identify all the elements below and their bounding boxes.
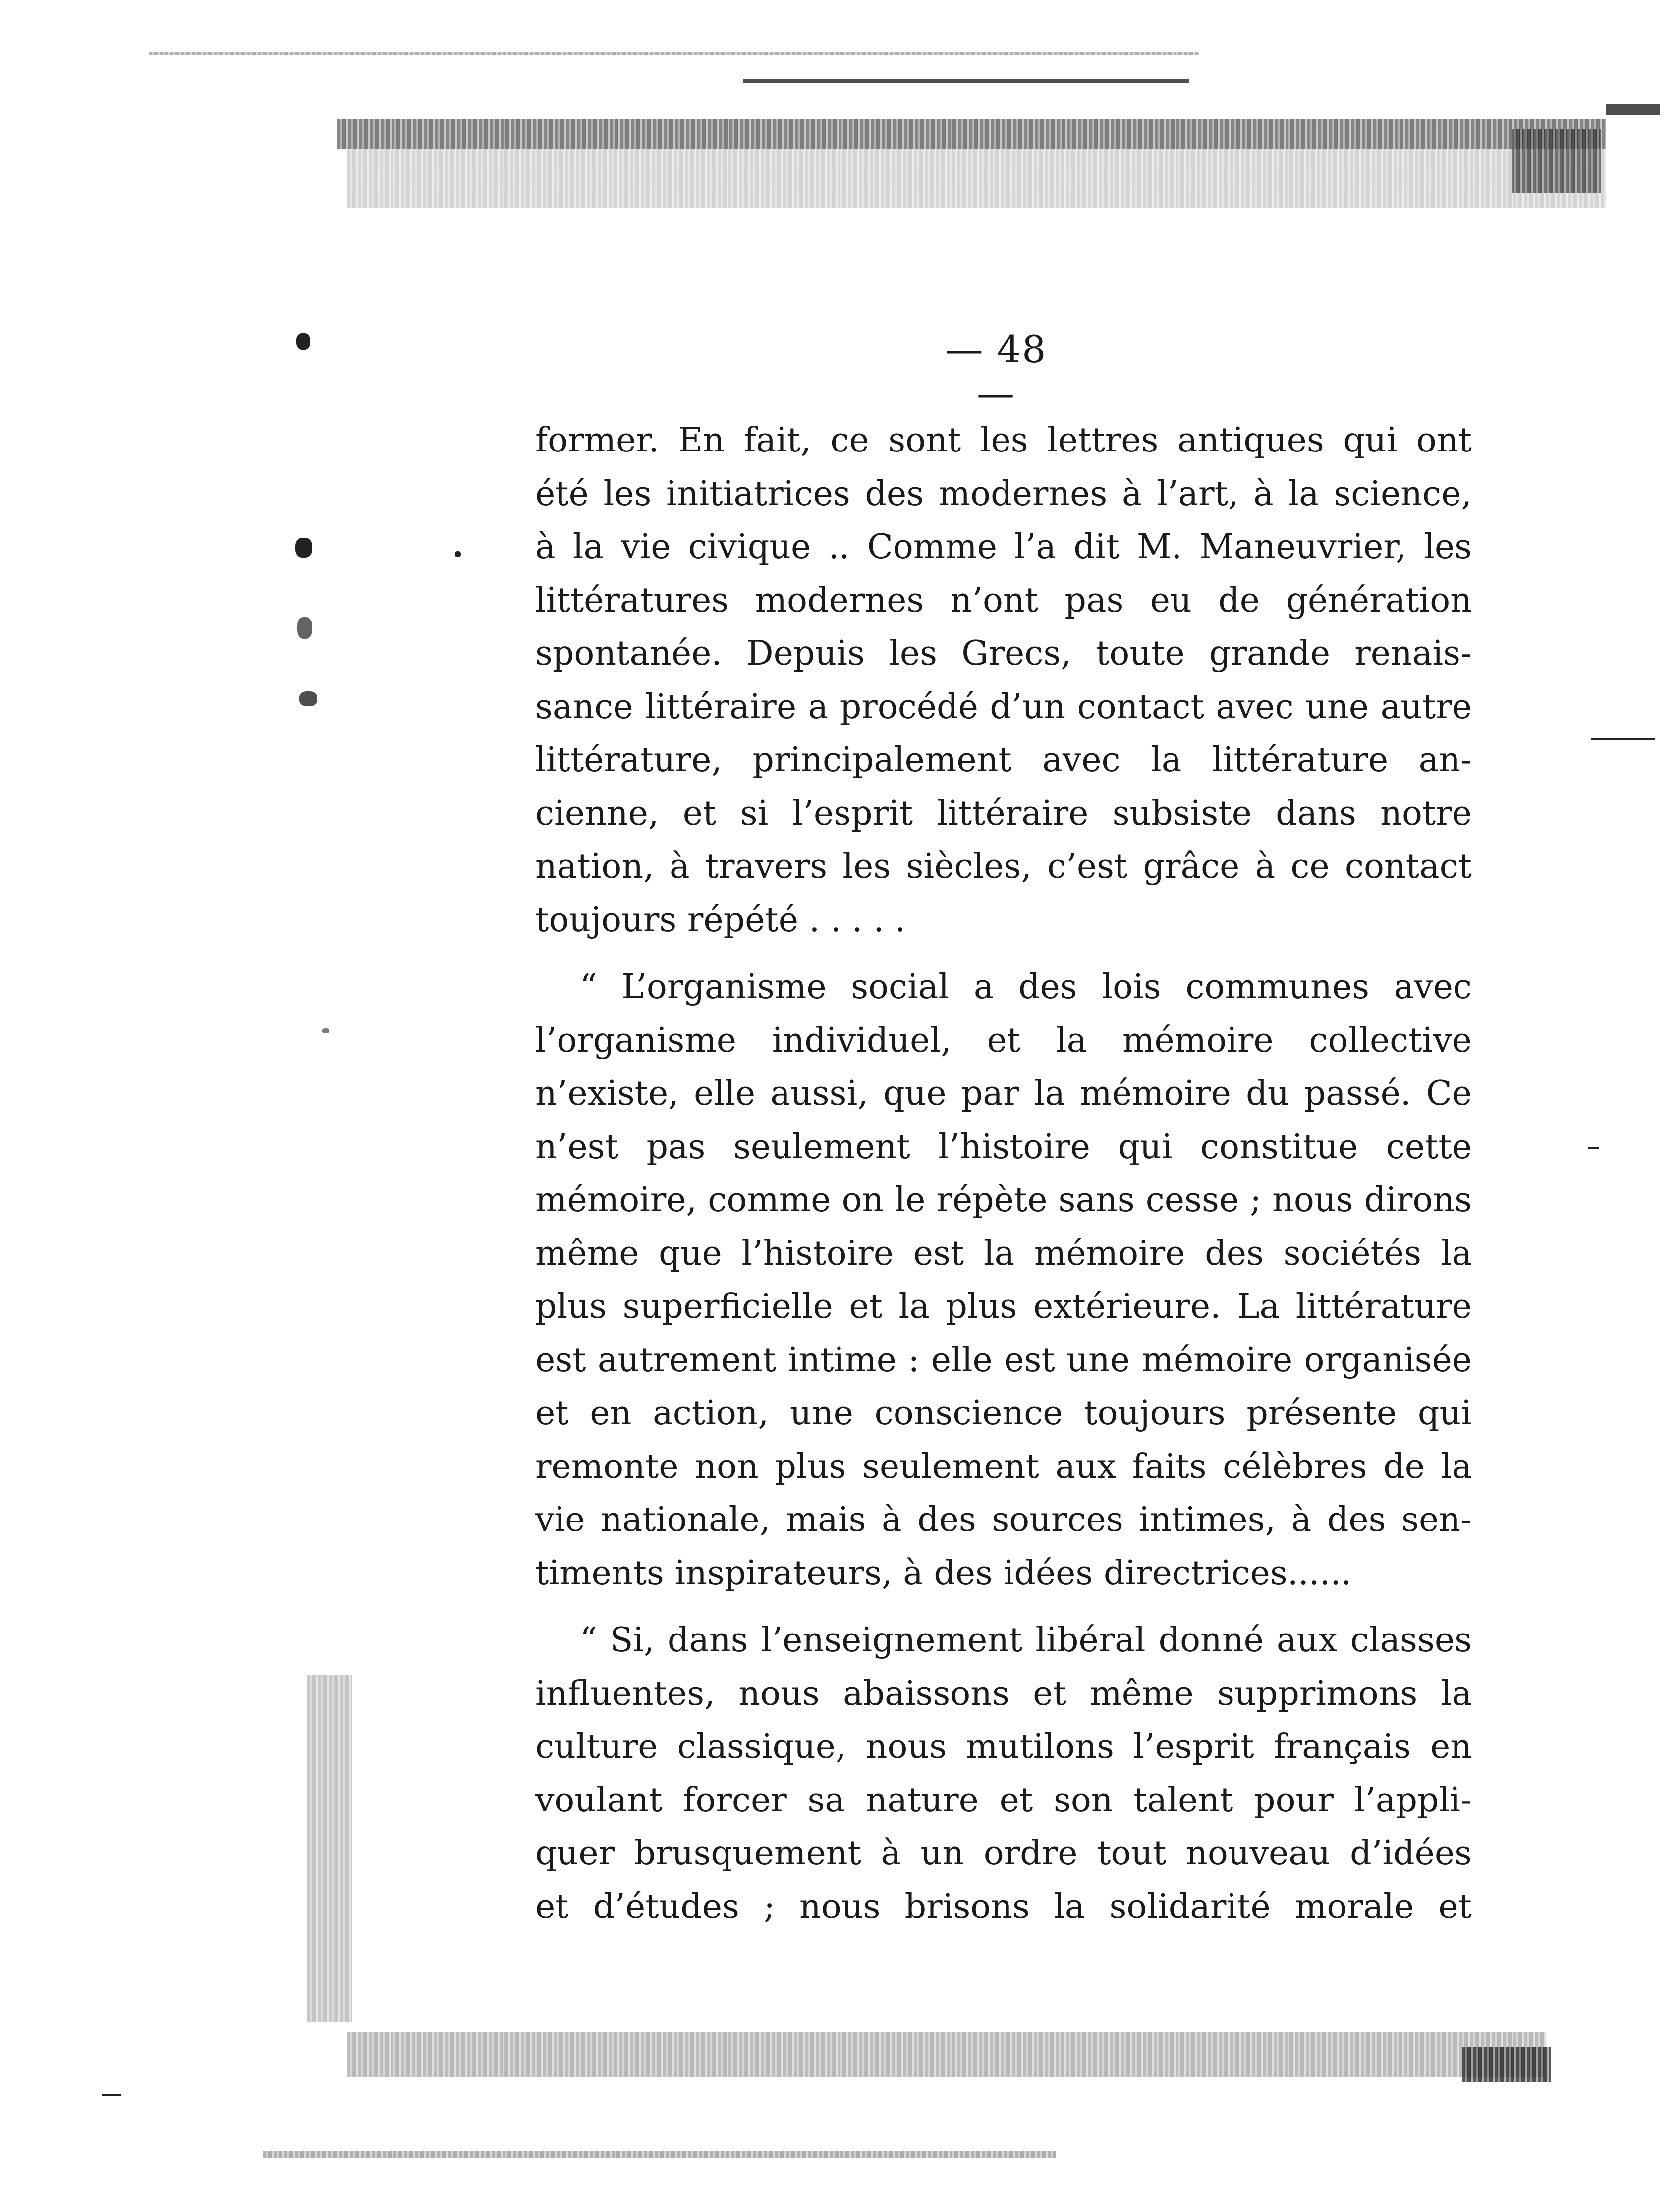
text-line: “ L’organisme social a des lois communes avec xyxy=(580,967,1472,1007)
text-line: plus superficielle et la plus extérieure. La littérature xyxy=(535,1287,1472,1326)
text-line: l’organisme individuel, et la mémoire collective xyxy=(535,1020,1472,1060)
paragraph xyxy=(535,960,1472,1600)
text-line: littératures modernes n’ont pas eu de génération xyxy=(535,580,1472,620)
text-line: quer brusquement à un ordre tout nouveau d’idées xyxy=(535,1834,1472,1873)
text-line: est autrement intime : elle est une mémoire organisée xyxy=(535,1340,1472,1380)
text-line: n’est pas seulement l’histoire qui constitue cette xyxy=(535,1127,1472,1167)
scan-artifact-bottom-band xyxy=(347,2032,1546,2077)
paragraph-gap xyxy=(535,947,1472,960)
paragraph-gap xyxy=(535,1600,1472,1614)
text-line: et d’études ; nous brisons la solidarité morale et xyxy=(535,1887,1472,1926)
scan-artifact-bottom-line xyxy=(263,2151,1056,2158)
scan-artifact-top-band xyxy=(337,119,1606,149)
text-line: été les initiatrices des modernes à l’art, à la science, xyxy=(535,474,1472,513)
scan-artifact-right-top-mark xyxy=(1606,104,1660,115)
text-line: spontanée. Depuis les Grecs, toute grande renais- xyxy=(535,634,1472,673)
scan-artifact-top-right-corner xyxy=(1512,129,1601,193)
scan-artifact-left-speck xyxy=(455,551,461,557)
text-line: voulant forcer sa nature et son talent pour l’appli- xyxy=(535,1780,1472,1820)
scan-artifact-left-speck xyxy=(296,333,310,350)
scan-artifact-left-speck xyxy=(299,691,317,706)
text-line: même que l’histoire est la mémoire des sociétés la xyxy=(535,1234,1472,1273)
page-number: — 48 — xyxy=(945,327,1047,415)
scan-artifact-right-rule xyxy=(1591,738,1655,740)
paragraph xyxy=(535,1614,1472,1933)
scan-artifact-left-speck xyxy=(295,538,312,558)
text-line: à la vie civique .. Comme l’a dit M. Maneuvrier, les xyxy=(535,527,1472,566)
text-line: timents inspirateurs, à des idées directrices...... xyxy=(535,1553,1352,1593)
text-line: nation, à travers les siècles, c’est grâce à ce contact xyxy=(535,847,1472,886)
scan-artifact-top-line xyxy=(149,52,1199,55)
scan-artifact-top-band-fade xyxy=(347,149,1606,208)
text-line: littérature, principalement avec la littérature an- xyxy=(535,740,1472,780)
scan-artifact-right-dash xyxy=(1588,1147,1599,1149)
text-line: n’existe, elle aussi, que par la mémoire du passé. Ce xyxy=(535,1074,1472,1113)
scan-artifact-top-dash xyxy=(743,79,1189,83)
text-line: et en action, une conscience toujours présente qui xyxy=(535,1394,1472,1433)
text-line: former. En fait, ce sont les lettres antiques qui ont xyxy=(535,421,1472,460)
text-line: influentes, nous abaissons et même supprimons la xyxy=(535,1674,1472,1713)
scan-artifact-left-band xyxy=(307,1675,352,2022)
scan-artifact-left-speck xyxy=(297,617,312,639)
text-line: toujours répété . . . . . xyxy=(535,900,906,940)
text-line: mémoire, comme on le répète sans cesse ; nous dirons xyxy=(535,1181,1472,1220)
text-line: sance littéraire a procédé d’un contact avec une autre xyxy=(535,687,1472,727)
paragraph xyxy=(535,414,1472,947)
text-line: culture classique, nous mutilons l’esprit français en xyxy=(535,1727,1472,1766)
text-line: remonte non plus seulement aux faits célèbres de la xyxy=(535,1447,1472,1486)
scan-artifact-bottom-left-mark xyxy=(102,2094,121,2096)
text-line: “ Si, dans l’enseignement libéral donné aux classes xyxy=(580,1621,1472,1660)
text-line: cienne, et si l’esprit littéraire subsiste dans notre xyxy=(535,793,1472,833)
scan-artifact-left-speck xyxy=(322,1028,329,1033)
text-line: vie nationale, mais à des sources intimes, à des sen- xyxy=(535,1500,1472,1539)
body-text xyxy=(535,414,1472,1933)
scan-artifact-bottom-right-block xyxy=(1462,2047,1551,2082)
